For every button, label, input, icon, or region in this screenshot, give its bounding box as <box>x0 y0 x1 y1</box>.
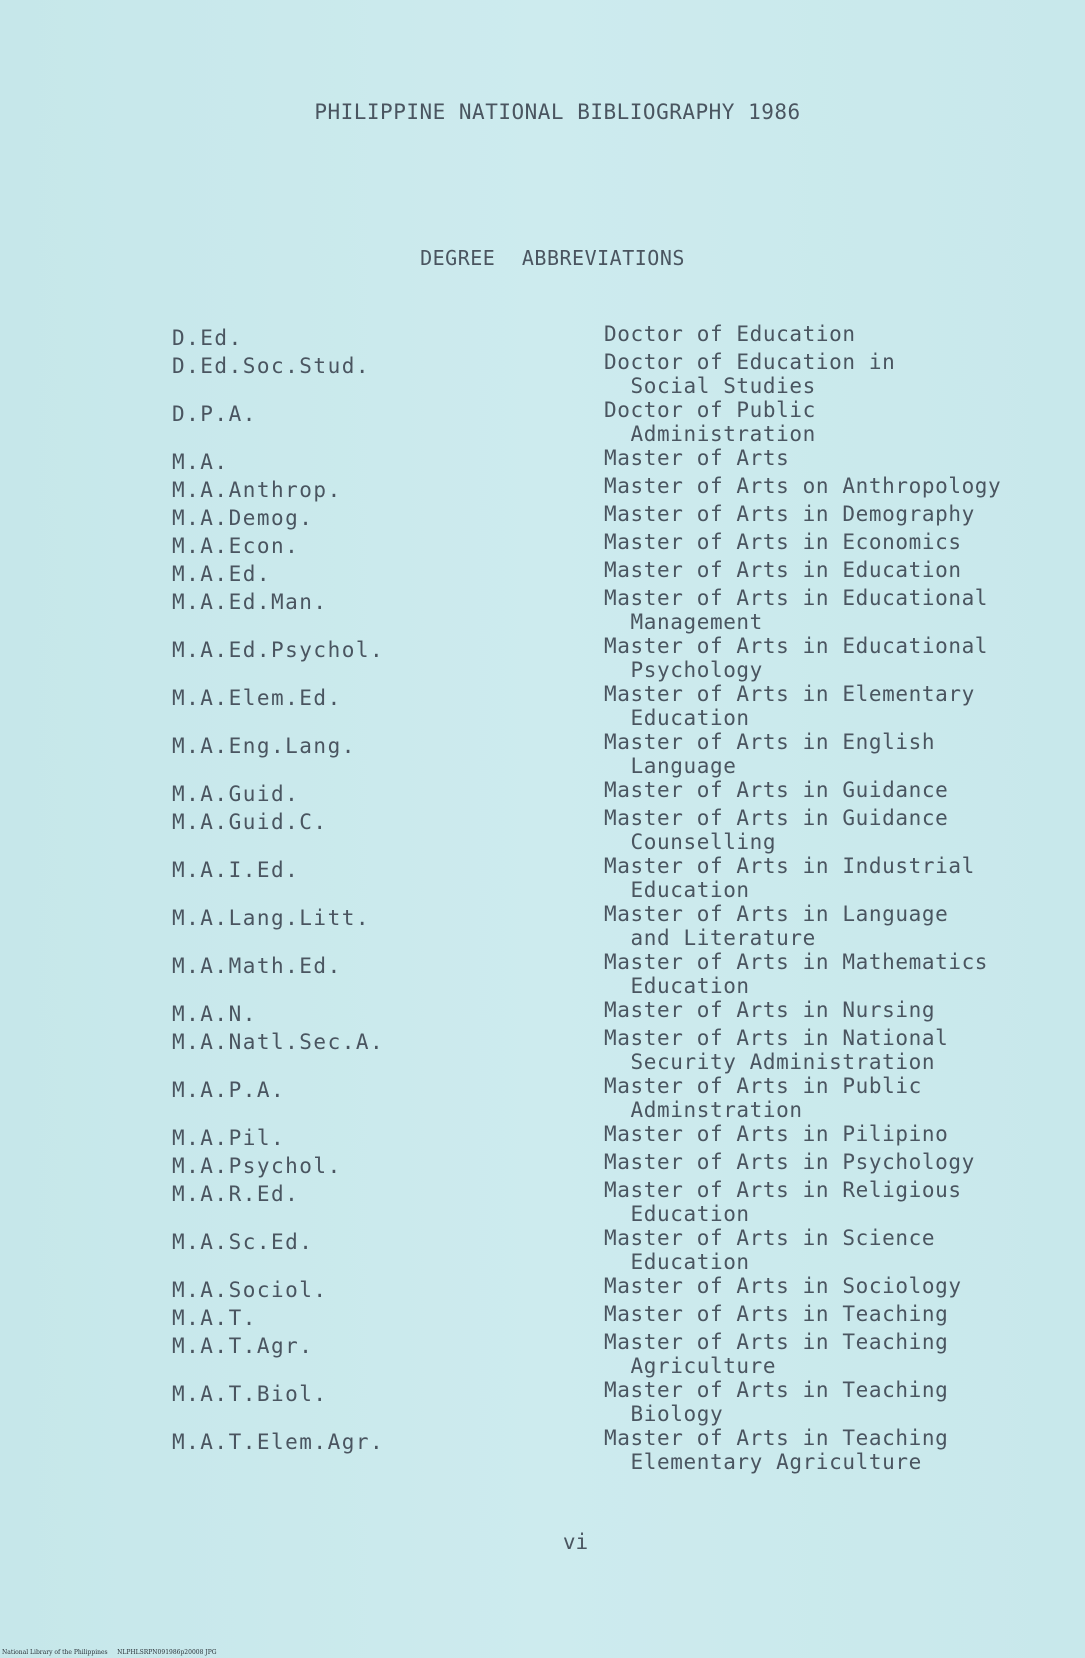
abbreviation-entry <box>172 350 1052 398</box>
abbreviation: M.A.T.Biol. <box>172 1382 328 1406</box>
abbreviation: M.A.Sc.Ed. <box>172 1230 314 1254</box>
abbreviation: M.A.T. <box>172 1306 257 1330</box>
abbreviation-entry <box>172 998 1052 1026</box>
abbreviation: M.A.T.Elem.Agr. <box>172 1430 385 1454</box>
degree-name: Master of Arts in Teaching <box>604 1302 949 1326</box>
degree-name: Master of Arts in Pilipino <box>604 1122 949 1146</box>
abbreviation: M.A.Math.Ed. <box>172 954 342 978</box>
degree-name: Master of Arts in Educational Psychology <box>604 634 989 682</box>
scan-credit: National Library of the Philippines NLPHLSRPN091986p20008 JPG <box>2 1649 217 1656</box>
degree-name: Master of Arts in Teaching Agriculture <box>604 1330 949 1378</box>
page-number: vi <box>562 1530 589 1554</box>
degree-name: Master of Arts on Anthropology <box>604 474 1002 498</box>
degree-name: Master of Arts in Education <box>604 558 962 582</box>
abbreviation: M.A.Guid.C. <box>172 810 328 834</box>
running-title: PHILIPPINE NATIONAL BIBLIOGRAPHY 1986 <box>314 100 801 124</box>
abbreviation: M.A.Anthrop. <box>172 478 342 502</box>
abbreviation-entry <box>172 1150 1052 1178</box>
degree-name: Master of Arts in Teaching Biology <box>604 1378 949 1426</box>
abbreviation-entry <box>172 1122 1052 1150</box>
abbreviation-entry <box>172 558 1052 586</box>
abbreviation: M.A.Natl.Sec.A. <box>172 1030 385 1054</box>
degree-name: Master of Arts in Teaching Elementary Agriculture <box>604 1426 949 1474</box>
degree-name: Master of Arts in Guidance <box>604 778 949 802</box>
abbreviation-entry <box>172 1026 1052 1074</box>
degree-name: Master of Arts <box>604 446 790 470</box>
abbreviation: M.A.R.Ed. <box>172 1182 300 1206</box>
degree-name: Master of Arts in Religious Education <box>604 1178 962 1226</box>
degree-name: Doctor of Education <box>604 322 856 346</box>
abbreviation: M.A.Sociol. <box>172 1278 328 1302</box>
abbreviation: M.A.T.Agr. <box>172 1334 314 1358</box>
degree-name: Doctor of Education in Social Studies <box>604 350 896 398</box>
abbreviation-entry <box>172 474 1052 502</box>
degree-name: Master of Arts in National Security Administration <box>604 1026 949 1074</box>
abbreviation: M.A.Ed.Man. <box>172 590 328 614</box>
degree-name: Master of Arts in Language and Literature <box>604 902 949 950</box>
abbreviation-entry <box>172 1302 1052 1330</box>
abbreviation: M.A.Lang.Litt. <box>172 906 371 930</box>
abbreviation: M.A.N. <box>172 1002 257 1026</box>
degree-name: Master of Arts in Nursing <box>604 998 936 1022</box>
abbreviation: D.Ed. <box>172 326 243 350</box>
abbreviation: M.A.Eng.Lang. <box>172 734 356 758</box>
abbreviation: M.A.P.A. <box>172 1078 286 1102</box>
degree-name: Master of Arts in English Language <box>604 730 936 778</box>
abbreviation-entry <box>172 778 1052 806</box>
abbreviation-entry <box>172 502 1052 530</box>
abbreviation-entry <box>172 398 1052 446</box>
abbreviation: M.A.Pil. <box>172 1126 286 1150</box>
abbreviation-entry <box>172 1378 1052 1426</box>
abbreviation-entry <box>172 586 1052 634</box>
abbreviation-entry <box>172 806 1052 854</box>
degree-name: Master of Arts in Demography <box>604 502 975 526</box>
abbreviation: M.A.Guid. <box>172 782 300 806</box>
section-title: DEGREE ABBREVIATIONS <box>420 246 685 270</box>
degree-name: Master of Arts in Mathematics Education <box>604 950 989 998</box>
abbreviation: M.A.Demog. <box>172 506 314 530</box>
abbreviation-entry <box>172 446 1052 474</box>
abbreviation: M.A.I.Ed. <box>172 858 300 882</box>
abbreviation-list <box>172 322 1052 1474</box>
degree-name: Master of Arts in Sociology <box>604 1274 962 1298</box>
abbreviation: M.A.Ed.Psychol. <box>172 638 385 662</box>
abbreviation: M.A.Psychol. <box>172 1154 342 1178</box>
degree-name: Master of Arts in Educational Management <box>604 586 989 634</box>
abbreviation: D.P.A. <box>172 402 257 426</box>
abbreviation-entry <box>172 1074 1052 1122</box>
degree-name: Master of Arts in Economics <box>604 530 962 554</box>
abbreviation: M.A.Ed. <box>172 562 272 586</box>
abbreviation-entry <box>172 854 1052 902</box>
degree-name: Master of Arts in Psychology <box>604 1150 975 1174</box>
abbreviation: M.A.Econ. <box>172 534 300 558</box>
degree-name: Doctor of Public Administration <box>604 398 816 446</box>
degree-name: Master of Arts in Industrial Education <box>604 854 975 902</box>
degree-name: Master of Arts in Guidance Counselling <box>604 806 949 854</box>
abbreviation-entry <box>172 634 1052 682</box>
abbreviation-entry <box>172 1426 1052 1474</box>
abbreviation: D.Ed.Soc.Stud. <box>172 354 371 378</box>
abbreviation-entry <box>172 1178 1052 1226</box>
degree-name: Master of Arts in Science Education <box>604 1226 936 1274</box>
abbreviation-entry <box>172 1226 1052 1274</box>
abbreviation: M.A.Elem.Ed. <box>172 686 342 710</box>
abbreviation-entry <box>172 902 1052 950</box>
abbreviation-entry <box>172 950 1052 998</box>
degree-name: Master of Arts in Elementary Education <box>604 682 975 730</box>
abbreviation-entry <box>172 730 1052 778</box>
abbreviation-entry <box>172 322 1052 350</box>
degree-name: Master of Arts in Public Adminstration <box>604 1074 922 1122</box>
abbreviation-entry <box>172 1274 1052 1302</box>
abbreviation-entry <box>172 530 1052 558</box>
abbreviation: M.A. <box>172 450 229 474</box>
abbreviation-entry <box>172 1330 1052 1378</box>
abbreviation-entry <box>172 682 1052 730</box>
